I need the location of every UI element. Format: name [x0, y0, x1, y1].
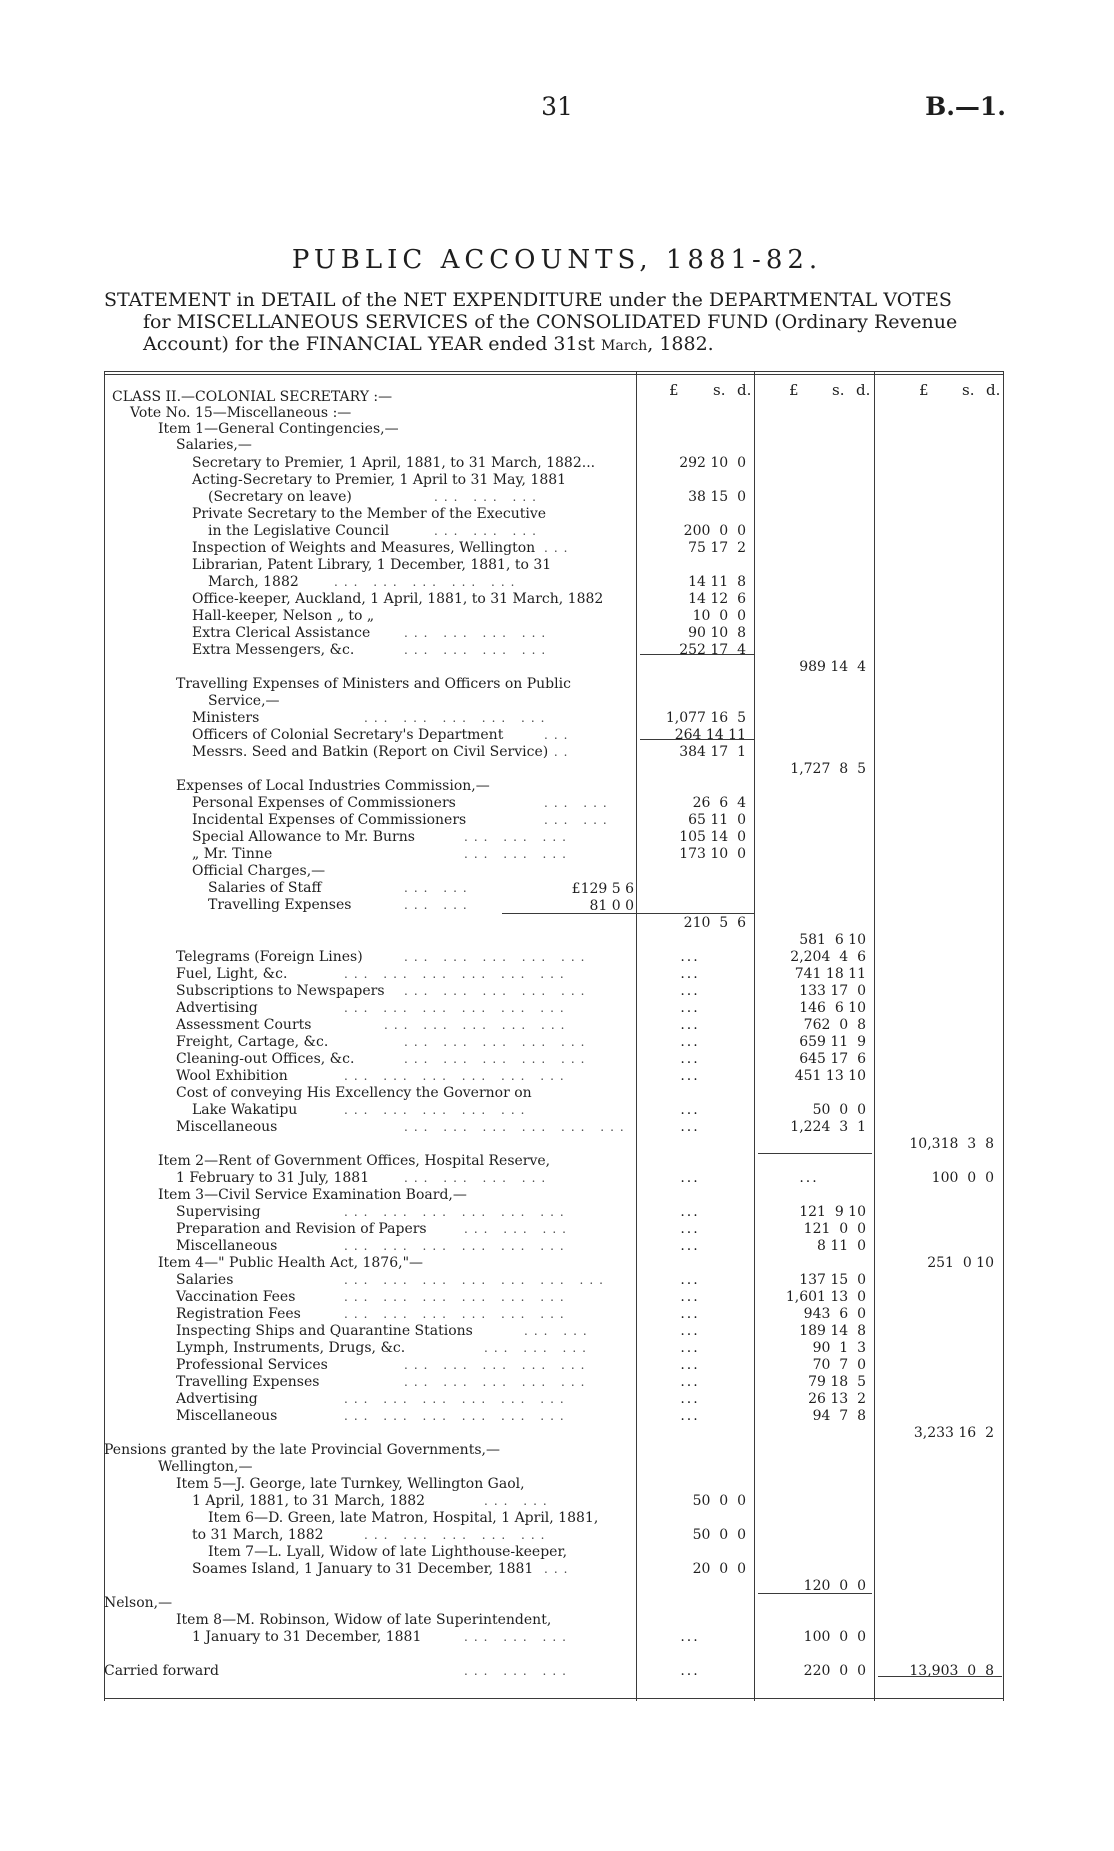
row-label: Item 3—Civil Service Examination Board,— — [158, 1187, 467, 1203]
amount-c2: 943 6 0 — [803, 1306, 866, 1322]
row-label: Service,— — [208, 693, 280, 709]
amount-c1: ... — [680, 1051, 700, 1067]
row-label: Subscriptions to Newspapers — [176, 983, 385, 999]
row-label: Soames Island, 1 January to 31 December, 1881 — [192, 1561, 534, 1577]
row-label: Salaries of Staff — [208, 880, 322, 896]
table-row — [104, 829, 1004, 846]
subtotal-rule — [758, 1153, 872, 1154]
amount-c1: 252 17 4 — [679, 642, 746, 658]
row-label: Item 8—M. Robinson, Widow of late Superintendent, — [176, 1612, 552, 1628]
row-label: Wellington,— — [158, 1459, 253, 1475]
table-row — [104, 642, 1004, 659]
dot-leader: ... ... — [544, 813, 613, 827]
row-label: Fuel, Light, &c. — [176, 966, 288, 982]
row-label: Registration Fees — [176, 1306, 301, 1322]
dot-leader: ... ... ... ... ... ... — [344, 1239, 570, 1253]
table-bottom-rule — [104, 1698, 1004, 1699]
table-row — [104, 966, 1004, 983]
amount-c1: ... — [680, 1340, 700, 1356]
table-row — [104, 557, 1004, 574]
table-row — [104, 676, 1004, 693]
table-row — [104, 1085, 1004, 1102]
table-row — [104, 506, 1004, 523]
subtotal-rule — [878, 1676, 1002, 1677]
row-label: Secretary to Premier, 1 April, 1881, to 31 March, 1882... — [192, 455, 596, 471]
amount-c1: 14 11 8 — [688, 574, 746, 590]
table-row — [104, 1034, 1004, 1051]
table-row — [104, 1289, 1004, 1306]
dot-leader: ... ... ... ... — [404, 643, 552, 657]
dot-leader: ... ... — [404, 881, 473, 895]
row-label: Nelson,— — [104, 1595, 173, 1611]
dot-leader: ... ... ... ... ... ... — [344, 1290, 570, 1304]
table-row — [104, 727, 1004, 744]
row-label: Acting-Secretary to Premier, 1 April to 31 May, 1881 — [192, 472, 567, 488]
table-row — [104, 778, 1004, 795]
page-title: PUBLIC ACCOUNTS, 1881-82. — [291, 245, 823, 275]
dot-leader: ... ... ... — [464, 1222, 572, 1236]
row-label: Travelling Expenses — [176, 1374, 320, 1390]
dot-leader: ... ... ... ... ... — [404, 984, 591, 998]
amount-c2: 50 0 0 — [812, 1102, 866, 1118]
dot-leader: ... ... ... — [434, 524, 542, 538]
amount-c1: 50 0 0 — [692, 1527, 746, 1543]
amount-c3: 100 0 0 — [931, 1170, 994, 1186]
amount-c2: 581 6 10 — [799, 932, 866, 948]
table-row — [104, 437, 1004, 454]
row-label: Private Secretary to the Member of the Executive — [192, 506, 547, 522]
amount-c2: 659 11 9 — [799, 1034, 866, 1050]
table-row — [104, 795, 1004, 812]
dot-leader: ... ... — [404, 898, 473, 912]
row-label: Item 4—" Public Health Act, 1876,"— — [158, 1255, 424, 1271]
amount-c1: ... — [680, 1408, 700, 1424]
amount-c2: 189 14 8 — [799, 1323, 866, 1339]
statement-line-1: STATEMENT in DETAIL of the NET EXPENDITURE under the DEPARTMENTAL VOTES — [104, 289, 952, 311]
dot-leader: ... ... — [484, 1494, 553, 1508]
amount-c2: 120 0 0 — [803, 1578, 866, 1594]
official-charges-salaries-amount: £129 5 6 — [571, 881, 634, 897]
amount-c1: ... — [680, 949, 700, 965]
dot-leader: ... ... ... — [484, 1341, 592, 1355]
table-row — [104, 1408, 1004, 1425]
row-label: Lake Wakatipu — [192, 1102, 298, 1118]
table-row — [104, 1272, 1004, 1289]
page-number: 31 — [541, 92, 573, 121]
dot-leader: ... ... ... — [464, 830, 572, 844]
dot-leader: ... — [544, 728, 574, 742]
amount-c3: 3,233 16 2 — [913, 1425, 994, 1441]
row-label: Inspection of Weights and Measures, Wellington — [192, 540, 536, 556]
row-label: Travelling Expenses — [208, 897, 352, 913]
table-row — [104, 421, 1004, 438]
table-row — [104, 455, 1004, 472]
col2-shillings-header: s. — [832, 381, 845, 399]
dot-leader: ... ... ... ... ... — [364, 711, 551, 725]
amount-c1: 264 14 11 — [674, 727, 746, 743]
amount-c1: 200 0 0 — [683, 523, 746, 539]
amount-c1: ... — [680, 966, 700, 982]
table-row — [104, 472, 1004, 489]
table-row — [104, 1612, 1004, 1629]
table-row — [104, 405, 1004, 422]
table-row — [104, 1425, 1004, 1442]
dot-leader: ... ... ... — [434, 490, 542, 504]
row-label: Vote No. 15—Miscellaneous :— — [130, 405, 352, 421]
row-label: Miscellaneous — [176, 1238, 278, 1254]
table-row — [104, 523, 1004, 540]
row-label: March, 1882 — [208, 574, 299, 590]
table-row — [104, 1102, 1004, 1119]
dot-leader: ... ... ... ... — [404, 1171, 552, 1185]
dot-leader: ... ... ... — [464, 1664, 572, 1678]
dot-leader: ... ... ... ... ... — [404, 1035, 591, 1049]
dot-leader: ... ... ... ... ... — [364, 1528, 551, 1542]
row-label: Expenses of Local Industries Commission,— — [176, 778, 490, 794]
table-row — [104, 1340, 1004, 1357]
amount-c2: 8 11 0 — [817, 1238, 866, 1254]
row-label: Carried forward — [104, 1663, 219, 1679]
amount-c1: ... — [680, 1357, 700, 1373]
row-label: to 31 March, 1882 — [192, 1527, 324, 1543]
table-row — [104, 1153, 1004, 1170]
dot-leader: ... ... ... ... — [404, 626, 552, 640]
amount-c1: ... — [680, 1238, 700, 1254]
row-label: Cleaning-out Offices, &c. — [176, 1051, 355, 1067]
statement-line-3-month: March — [601, 338, 648, 354]
row-label: Advertising — [176, 1000, 258, 1016]
amount-c2: 137 15 0 — [799, 1272, 866, 1288]
row-label: Item 2—Rent of Government Offices, Hospital Reserve, — [158, 1153, 551, 1169]
statement-line-3 — [143, 333, 1004, 355]
amount-c3: 13,903 0 8 — [909, 1663, 994, 1679]
table-row — [104, 846, 1004, 863]
row-label: CLASS II.—COLONIAL SECRETARY :— — [112, 389, 393, 405]
amount-c2: ... — [799, 1170, 819, 1186]
row-label: „ Mr. Tinne — [192, 846, 273, 862]
row-label: Item 1—General Contingencies,— — [158, 421, 399, 437]
table-top-rule — [104, 371, 1004, 372]
table-row — [104, 1323, 1004, 1340]
amount-c1: 38 15 0 — [688, 489, 746, 505]
table-row — [104, 1000, 1004, 1017]
expenditure-table — [104, 371, 1004, 1701]
dot-leader: ... ... ... ... ... — [384, 1018, 571, 1032]
subtotal-rule — [640, 913, 754, 914]
statement-line-2: for MISCELLANEOUS SERVICES of the CONSOLIDATED FUND (Ordinary Revenue — [143, 311, 958, 333]
table-row — [104, 1170, 1004, 1187]
amount-c2: 1,727 8 5 — [790, 761, 866, 777]
amount-c2: 989 14 4 — [799, 659, 866, 675]
amount-c2: 133 17 0 — [799, 983, 866, 999]
table-row — [104, 1221, 1004, 1238]
table-row — [104, 1119, 1004, 1136]
amount-c2: 451 13 10 — [794, 1068, 866, 1084]
amount-c2: 79 18 5 — [808, 1374, 866, 1390]
table-row — [104, 983, 1004, 1000]
amount-c1: 14 12 6 — [688, 591, 746, 607]
row-label: Personal Expenses of Commissioners — [192, 795, 456, 811]
row-label: Incidental Expenses of Commissioners — [192, 812, 467, 828]
table-row — [104, 1493, 1004, 1510]
row-label: Travelling Expenses of Ministers and Officers on Public — [176, 676, 571, 692]
dot-leader: ... ... ... ... ... ... — [344, 1307, 570, 1321]
table-row — [104, 1595, 1004, 1612]
dot-leader: ... — [544, 745, 574, 759]
amount-c2: 26 13 2 — [808, 1391, 866, 1407]
amount-c1: 50 0 0 — [692, 1493, 746, 1509]
subtotal-rule — [640, 739, 754, 740]
row-label: Salaries — [176, 1272, 234, 1288]
amount-c2: 1,601 13 0 — [785, 1289, 866, 1305]
table-row — [104, 489, 1004, 506]
table-row — [104, 591, 1004, 608]
dot-leader: ... ... ... ... ... ... — [344, 1205, 570, 1219]
table-row — [104, 1442, 1004, 1459]
amount-c1: ... — [680, 1068, 700, 1084]
amount-c1: ... — [680, 1391, 700, 1407]
col2-pence-header: d. — [856, 381, 871, 399]
row-label: Item 6—D. Green, late Matron, Hospital, 1 April, 1881, — [208, 1510, 599, 1526]
amount-c1: ... — [680, 1272, 700, 1288]
row-label: Cost of conveying His Excellency the Governor on — [176, 1085, 532, 1101]
table-row — [104, 574, 1004, 591]
amount-c2: 146 6 10 — [799, 1000, 866, 1016]
row-label: (Secretary on leave) — [208, 489, 352, 505]
dot-leader: ... ... ... — [464, 1630, 572, 1644]
subtotal-rule — [758, 1593, 872, 1594]
table-top-rule-2 — [104, 374, 1004, 375]
table-row — [104, 710, 1004, 727]
amount-c1: 10 0 0 — [692, 608, 746, 624]
amount-c1: ... — [680, 1170, 700, 1186]
row-label: Telegrams (Foreign Lines) — [176, 949, 363, 965]
table-row — [104, 1374, 1004, 1391]
amount-c1: ... — [680, 1000, 700, 1016]
amount-c1: ... — [680, 1306, 700, 1322]
table-row — [104, 1017, 1004, 1034]
amount-c1: ... — [680, 1323, 700, 1339]
table-row — [104, 1187, 1004, 1204]
row-label: Officers of Colonial Secretary's Department — [192, 727, 504, 743]
subtotal-rule — [640, 654, 754, 655]
table-row — [104, 1238, 1004, 1255]
table-row — [104, 1068, 1004, 1085]
row-label: Librarian, Patent Library, 1 December, 1881, to 31 — [192, 557, 552, 573]
dot-leader: ... ... ... ... ... — [404, 1358, 591, 1372]
amount-c2: 1,224 3 1 — [790, 1119, 866, 1135]
row-label: Preparation and Revision of Papers — [176, 1221, 427, 1237]
row-label: Freight, Cartage, &c. — [176, 1034, 329, 1050]
table-row — [104, 1663, 1004, 1680]
table-row — [104, 1629, 1004, 1646]
amount-c2: 220 0 0 — [803, 1663, 866, 1679]
row-label: Office-keeper, Auckland, 1 April, 1881, to 31 March, 1882 — [192, 591, 604, 607]
amount-c1: 20 0 0 — [692, 1561, 746, 1577]
dot-leader: ... ... — [544, 796, 613, 810]
row-label: Messrs. Seed and Batkin (Report on Civil Service) — [192, 744, 549, 760]
table-row — [104, 608, 1004, 625]
dot-leader: ... ... ... ... ... — [334, 575, 521, 589]
amount-c1: 75 17 2 — [688, 540, 746, 556]
amount-c2: 741 18 11 — [794, 966, 866, 982]
row-label: Extra Messengers, &c. — [192, 642, 355, 658]
amount-c1: ... — [680, 1629, 700, 1645]
row-label: Advertising — [176, 1391, 258, 1407]
statement-line-3-c: , 1882. — [647, 333, 714, 355]
dot-leader: ... ... ... ... ... ... — [344, 1392, 570, 1406]
amount-c1: ... — [680, 983, 700, 999]
table-row — [104, 1646, 1004, 1663]
amount-c3: 10,318 3 8 — [909, 1136, 994, 1152]
row-label: Pensions granted by the late Provincial Governments,— — [104, 1442, 500, 1458]
amount-c1: ... — [680, 1034, 700, 1050]
dot-leader: ... ... ... — [464, 847, 572, 861]
table-row — [104, 540, 1004, 557]
subtotal-rule — [502, 913, 642, 914]
row-label: 1 February to 31 July, 1881 — [176, 1170, 370, 1186]
table-row — [104, 1051, 1004, 1068]
dot-leader: ... ... ... ... ... ... — [344, 1069, 570, 1083]
table-row — [104, 1510, 1004, 1527]
table-row — [104, 1544, 1004, 1561]
amount-c2: 94 7 8 — [812, 1408, 866, 1424]
row-label: Special Allowance to Mr. Burns — [192, 829, 415, 845]
col2-pound-header: £ — [789, 381, 799, 399]
amount-c1: 26 6 4 — [692, 795, 746, 811]
row-label: Assessment Courts — [176, 1017, 312, 1033]
row-label: Lymph, Instruments, Drugs, &c. — [176, 1340, 406, 1356]
amount-c1: 90 10 8 — [688, 625, 746, 641]
dot-leader: ... ... ... ... ... — [404, 950, 591, 964]
row-label: Inspecting Ships and Quarantine Stations — [176, 1323, 473, 1339]
table-row — [104, 1306, 1004, 1323]
amount-c1: 1,077 16 5 — [665, 710, 746, 726]
col1-shillings-header: s. — [713, 381, 726, 399]
table-row — [104, 915, 1004, 932]
row-label: Ministers — [192, 710, 260, 726]
table-row — [104, 761, 1004, 778]
dot-leader: ... ... ... ... ... ... — [344, 1001, 570, 1015]
row-label: Item 5—J. George, late Turnkey, Wellington Gaol, — [176, 1476, 525, 1492]
amount-c2: 762 0 8 — [803, 1017, 866, 1033]
amount-c2: 121 9 10 — [799, 1204, 866, 1220]
row-label: 1 April, 1881, to 31 March, 1882 — [192, 1493, 426, 1509]
row-label: Vaccination Fees — [176, 1289, 296, 1305]
amount-c2: 121 0 0 — [803, 1221, 866, 1237]
table-row — [104, 1255, 1004, 1272]
table-row — [104, 1136, 1004, 1153]
table-row — [104, 863, 1004, 880]
amount-c1: ... — [680, 1663, 700, 1679]
official-charges-travelling-amount: 81 0 0 — [589, 898, 634, 914]
row-label: Wool Exhibition — [176, 1068, 288, 1084]
row-label: Item 7—L. Lyall, Widow of late Lighthouse-keeper, — [208, 1544, 568, 1560]
amount-c1: ... — [680, 1017, 700, 1033]
amount-c2: 70 7 0 — [812, 1357, 866, 1373]
table-row — [104, 1459, 1004, 1476]
dot-leader: ... ... ... ... ... ... — [344, 967, 570, 981]
dot-leader: ... ... ... ... ... ... — [404, 1120, 630, 1134]
amount-c1: 105 14 0 — [679, 829, 746, 845]
row-label: 1 January to 31 December, 1881 — [192, 1629, 422, 1645]
amount-c2: 100 0 0 — [803, 1629, 866, 1645]
table-row — [104, 949, 1004, 966]
amount-c1: ... — [680, 1374, 700, 1390]
statement-line-3-a: Account) for the FINANCIAL YEAR ended 31st — [143, 333, 602, 355]
amount-c1: ... — [680, 1221, 700, 1237]
table-row — [104, 659, 1004, 676]
col3-pence-header: d. — [986, 381, 1001, 399]
table-row — [104, 389, 1004, 406]
col3-shillings-header: s. — [962, 381, 975, 399]
dot-leader: ... ... ... ... ... — [404, 1052, 591, 1066]
table-row — [104, 1391, 1004, 1408]
table-row — [104, 1476, 1004, 1493]
row-label: Miscellaneous — [176, 1119, 278, 1135]
amount-c1: ... — [680, 1102, 700, 1118]
dot-leader: ... ... ... ... ... — [404, 1375, 591, 1389]
amount-c1: ... — [680, 1289, 700, 1305]
table-row — [104, 1527, 1004, 1544]
amount-c1: 65 11 0 — [688, 812, 746, 828]
table-row — [104, 932, 1004, 949]
row-label: Hall-keeper, Nelson „ to „ — [192, 608, 375, 624]
row-label: in the Legislative Council — [208, 523, 390, 539]
dot-leader: ... ... — [524, 1324, 593, 1338]
amount-c3: 251 0 10 — [927, 1255, 994, 1271]
amount-c2: 645 17 6 — [799, 1051, 866, 1067]
amount-c2: 2,204 4 6 — [790, 949, 866, 965]
dot-leader: ... ... ... ... ... ... — [344, 1409, 570, 1423]
table-row — [104, 812, 1004, 829]
table-row — [104, 744, 1004, 761]
table-row — [104, 1561, 1004, 1578]
amount-c1: 173 10 0 — [679, 846, 746, 862]
col1-pence-header: d. — [737, 381, 752, 399]
table-row — [104, 625, 1004, 642]
amount-c1: ... — [680, 1204, 700, 1220]
document-reference: B.—1. — [925, 92, 1006, 121]
row-label: Miscellaneous — [176, 1408, 278, 1424]
row-label: Professional Services — [176, 1357, 328, 1373]
amount-c1: 384 17 1 — [679, 744, 746, 760]
dot-leader: ... — [544, 1562, 574, 1576]
row-label: Salaries,— — [176, 437, 252, 453]
dot-leader: ... ... ... ... ... ... ... — [344, 1273, 609, 1287]
row-label: Extra Clerical Assistance — [192, 625, 371, 641]
row-label: Supervising — [176, 1204, 261, 1220]
col1-pound-header: £ — [669, 381, 679, 399]
table-row — [104, 693, 1004, 710]
amount-c2: 90 1 3 — [812, 1340, 866, 1356]
table-row — [104, 1204, 1004, 1221]
table-row — [104, 1357, 1004, 1374]
amount-c1: 292 10 0 — [679, 455, 746, 471]
amount-c1: ... — [680, 1119, 700, 1135]
dot-leader: ... ... ... ... ... — [344, 1103, 531, 1117]
amount-c1: 210 5 6 — [683, 915, 746, 931]
col3-pound-header: £ — [919, 381, 929, 399]
row-label: Official Charges,— — [192, 863, 326, 879]
dot-leader: ... — [544, 541, 574, 555]
